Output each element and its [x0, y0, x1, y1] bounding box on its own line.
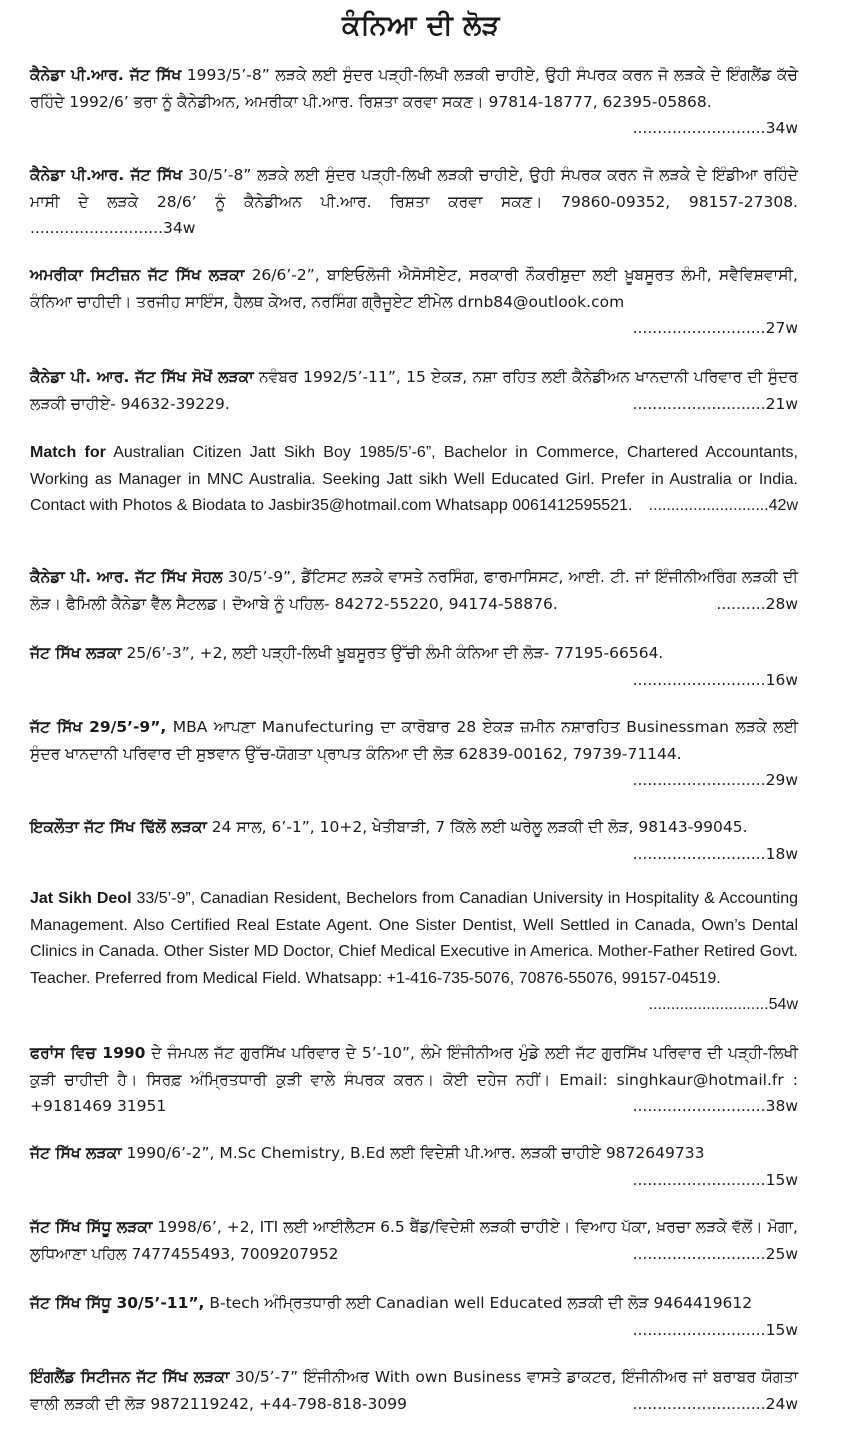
ad-headline: ਜੱਟ ਸਿੱਖ 29/5’-9”, [30, 718, 167, 736]
ad-text: 30/5’-8” ਲੜਕੇ ਲਈ ਸੁੰਦਰ ਪੜ੍ਹੀ-ਲਿਖੀ ਲੜਕੀ ਚਾਹੀਏ, ਉਹੀ ਸੰਪਰਕ ਕਰਨ ਜੋ ਲੜਕੇ ਦੇ ਇੰਡੀਆ ਰਹਿੰਦੇ ਮਾਸੀ ਦੇ ਲੜਕੇ 28/6’ ਨੂੰ ਕੈਨੇਡੀਅਨ ਪੀ.ਆਰ. ਰਿਸ਼ਤਾ ਕਰਵਾ ਸਕਣ। 79860-09352, 98157-27308. [30, 166, 798, 211]
ad-headline: ਫਰਾਂਸ ਵਿਚ 1990 [30, 1044, 146, 1062]
ad-code: ...........................21w [632, 394, 798, 413]
ad-text: 26/6’-2”, ਬਾਇਓਲੋਜੀ ਐਸੋਸੀਏਟ, ਸਰਕਾਰੀ ਨੌਕਰੀਸ਼ੁਦਾ ਲਈ ਖ਼ੂਬਸੂਰਤ ਲੰਮੀ, ਸਵੈਵਿਸ਼ਵਾਸੀ, ਕੰਨਿਆ ਚਾਹੀਦੀ। ਤਰਜੀਹ ਸਾਇੰਸ, ਹੈਲਥ ਕੇਅਰ, ਨਰਸਿੰਗ ਗ੍ਰੈਜੂਏਟ ਈਮੇਲ drnb84@outlook.com [30, 266, 798, 311]
ad-headline: ਜੱਟ ਸਿੱਖ ਸਿੱਧੂ 30/5’-11”, [30, 1294, 205, 1312]
ad-text: MBA ਆਪਣਾ Manufecturing ਦਾ ਕਾਰੋਬਾਰ 28 ਏਕੜ ਜ਼ਮੀਨ ਨਸ਼ਾਰਹਿਤ Businessman ਲੜਕੇ ਲਈ ਸੁੰਦਰ ਖਾਨਦਾਨੀ ਪਰਿਵਾਰ ਦੀ ਸੁਝਵਾਨ ਉੱਚ-ਯੋਗਤਾ ਪ੍ਰਾਪਤ ਕੰਨਿਆ ਦੀ ਲੋੜ 62839-00162, 79739-71144. [30, 718, 798, 763]
ad-code: ...........................34w [632, 119, 798, 137]
ad-code: ...........................42w [648, 497, 798, 514]
ad-code: ...........................15w [632, 1170, 798, 1189]
ad-code: ...........................34w [30, 219, 196, 237]
ad-headline: ਕੈਨੇਡਾ ਪੀ.ਆਰ. ਜੱਟ ਸਿੱਖ [30, 66, 182, 84]
ad-code: ...........................24w [632, 1394, 798, 1413]
ad-text: 30/5’-7” ਇੰਜੀਨੀਅਰ With own Business ਵਾਸਤੇ ਡਾਕਟਰ, ਇੰਜੀਨੀਅਰ ਜਾਂ ਬਰਾਬਰ ਯੋਗਤਾ ਵਾਲੀ ਲੜਕੀ ਦੀ ਲੋੜ 9872119242, +44-798-818-3099 [30, 1368, 798, 1413]
ad-3 [30, 262, 798, 342]
ad-2 [30, 162, 798, 242]
ad-headline: ਕੈਨੇਡਾ ਪੀ. ਆਰ. ਜੱਟ ਸਿੱਖ ਸੋਖੋਂ ਲੜਕਾ [30, 368, 254, 386]
ad-headline: ਅਮਰੀਕਾ ਸਿਟੀਜ਼ਨ ਜੱਟ ਸਿੱਖ ਲੜਕਾ [30, 266, 245, 284]
ad-6 [30, 564, 798, 617]
ad-code: ...........................29w [632, 771, 798, 789]
ad-text: Australian Citizen Jatt Sikh Boy 1985/5’-6”, Bachelor in Commerce, Chartered Accountants, Working as Manager in MNC Australia. Seeking Jatt sikh Well Educated Girl. Prefer in Australia or India. Contact with Photos & Biodata to Jasbir35@hotmail.com Whatsapp 0061412595521. [30, 444, 799, 514]
ad-4 [30, 364, 798, 417]
ad-text: 1990/6’-2”, M.Sc Chemistry, B.Ed ਲਈ ਵਿਦੇਸ਼ੀ ਪੀ.ਆਰ. ਲੜਕੀ ਚਾਹੀਏ 9872649733 [121, 1144, 705, 1162]
ad-text: ਨਵੰਬਰ 1992/5’-11”, 15 ਏਕੜ, ਨਸ਼ਾ ਰਹਿਤ ਲਈ ਕੈਨੇਡੀਅਨ ਖਾਨਦਾਨੀ ਪਰਿਵਾਰ ਦੀ ਸੁੰਦਰ ਲੜਕੀ ਚਾਹੀਏ- 94632-39229. [30, 368, 798, 413]
ad-code: ...........................16w [632, 670, 798, 689]
ad-headline: Match for [30, 444, 106, 461]
ad-7 [30, 640, 798, 693]
ad-headline: ਇਕਲੌਤਾ ਜੱਟ ਸਿੱਖ ਢਿੱਲੋਂ ਲੜਕਾ [30, 818, 207, 836]
ad-5 [30, 440, 798, 520]
ad-text: 25/6’-3”, +2, ਲਈ ਪੜ੍ਹੀ-ਲਿਖੀ ਖ਼ੂਬਸੂਰਤ ਉੱਚੀ ਲੰਮੀ ਕੰਨਿਆ ਦੀ ਲੋੜ- 77195-66564. [121, 644, 664, 662]
ad-headline: ਕੈਨੇਡਾ ਪੀ.ਆਰ. ਜੱਟ ਸਿੱਖ [30, 166, 183, 184]
ad-headline: Jat Sikh Deol [30, 890, 132, 907]
ad-code: ...........................54w [648, 996, 798, 1013]
ad-text: 33/5’-9”, Canadian Resident, Bechelors from Canadian University in Hospitality & Accounting Management. Also Certified Real Estate Agent. One Sister Dentist, Well Settled in Canada, Own’s Dental Clinics in Canada. Other Sister MD Doctor, Chief Medical Executive in America. Mother-Father Retired Govt. Teacher. Preferred from Medical Field. Whatsapp: +1-416-735-5076, 70876-55076, 99157-04519. [30, 890, 798, 987]
ad-headline: ਇੰਗਲੈਂਡ ਸਿਟੀਜਨ ਜੱਟ ਸਿੱਖ ਲੜਕਾ [30, 1368, 230, 1386]
ad-text: 30/5’-9”, ਡੈਂਟਿਸਟ ਲੜਕੇ ਵਾਸਤੇ ਨਰਸਿੰਗ, ਫਾਰਮਾਸਿਸਟ, ਆਈ. ਟੀ. ਜਾਂ ਇੰਜੀਨੀਅਰਿੰਗ ਲੜਕੀ ਦੀ ਲੋੜ। ਫੈਮਿਲੀ ਕੈਨੇਡਾ ਵੈੱਲ ਸੈਟਲਡ। ਦੋਆਬੇ ਨੂੰ ਪਹਿਲ- 84272-55220, 94174-58876. [30, 568, 798, 613]
page-title: ਕੰਨਿਆ ਦੀ ਲੋੜ [341, 10, 501, 41]
ad-12 [30, 1140, 798, 1193]
ad-text: ਦੇ ਜੰਮਪਲ ਜੱਟ ਗੁਰਸਿੱਖ ਪਰਿਵਾਰ ਦੇ 5’-10”, ਲੰਮੇ ਇੰਜੀਨੀਅਰ ਮੁੰਡੇ ਲਈ ਜੱਟ ਗੁਰਸਿੱਖ ਪਰਿਵਾਰ ਦੀ ਪੜ੍ਹੀ-ਲਿਖੀ ਕੁੜੀ ਚਾਹੀਦੀ ਹੈ। ਸਿਰਫ਼ ਅੰਮ੍ਰਿਤਧਾਰੀ ਕੁੜੀ ਵਾਲੇ ਸੰਪਰਕ ਕਰਨ। ਕੋਈ ਦਹੇਜ ਨਹੀਂ। Email: singhkaur@hotmail.fr : +9181469 31951 [30, 1044, 798, 1115]
ad-code: ...........................15w [632, 1320, 798, 1339]
ad-headline: ਜੱਟ ਸਿੱਖ ਲੜਕਾ [30, 1144, 122, 1162]
ad-code: ...........................38w [632, 1097, 798, 1115]
ad-text: 1998/6’, +2, ITI ਲਈ ਆਈਲੈਟਸ 6.5 ਬੈਂਡ/ਵਿਦੇਸ਼ੀ ਲੜਕੀ ਚਾਹੀਏ। ਵਿਆਹ ਪੱਕਾ, ਖ਼ਰਚਾ ਲੜਕੇ ਵੱਲੋਂ। ਮੋਗਾ, ਲੁਧਿਆਣਾ ਪਹਿਲ 7477455493, 7009207952 [30, 1218, 798, 1263]
ad-code: ...........................27w [632, 319, 798, 337]
ad-code: ...........................18w [632, 844, 798, 863]
ad-headline: ਜੱਟ ਸਿੱਖ ਲੜਕਾ [30, 644, 122, 662]
ad-14 [30, 1290, 798, 1343]
ad-15 [30, 1364, 798, 1417]
ad-code: ..........28w [716, 594, 798, 613]
ad-text: 1993/5’-8” ਲੜਕੇ ਲਈ ਸੁੰਦਰ ਪੜ੍ਹੀ-ਲਿਖੀ ਲੜਕੀ ਚਾਹੀਏ, ਉਹੀ ਸੰਪਰਕ ਕਰਨ ਜੋ ਲੜਕੇ ਦੇ ਇੰਗਲੈਂਡ ਕੱਚੇ ਰਹਿੰਦੇ 1992/6’ ਭਰਾ ਨੂੰ ਕੈਨੇਡੀਅਨ, ਅਮਰੀਕਾ ਪੀ.ਆਰ. ਰਿਸ਼ਤਾ ਕਰਵਾ ਸਕਣ। 97814-18777, 62395-05868. [30, 66, 798, 111]
ad-11 [30, 1040, 798, 1120]
ad-text: 24 ਸਾਲ, 6’-1”, 10+2, ਖੇਤੀਬਾੜੀ, 7 ਕਿੱਲੇ ਲਈ ਘਰੇਲੂ ਲੜਕੀ ਦੀ ਲੋੜ, 98143-99045. [206, 818, 748, 836]
ad-headline: ਜੱਟ ਸਿੱਖ ਸਿੱਧੂ ਲੜਕਾ [30, 1218, 153, 1236]
ad-code: ...........................25w [632, 1244, 798, 1263]
ad-headline: ਕੈਨੇਡਾ ਪੀ. ਆਰ. ਜੱਟ ਸਿੱਖ ਸੋਹਲ [30, 568, 223, 586]
ad-text: B-tech ਅੰਮ੍ਰਿਤਧਾਰੀ ਲਈ Canadian well Educated ਲੜਕੀ ਦੀ ਲੋੜ 9464419612 [204, 1294, 753, 1312]
ad-10 [30, 886, 798, 1019]
ad-1 [30, 62, 798, 142]
ad-9 [30, 814, 798, 867]
ad-8 [30, 714, 798, 794]
ad-13 [30, 1214, 798, 1267]
